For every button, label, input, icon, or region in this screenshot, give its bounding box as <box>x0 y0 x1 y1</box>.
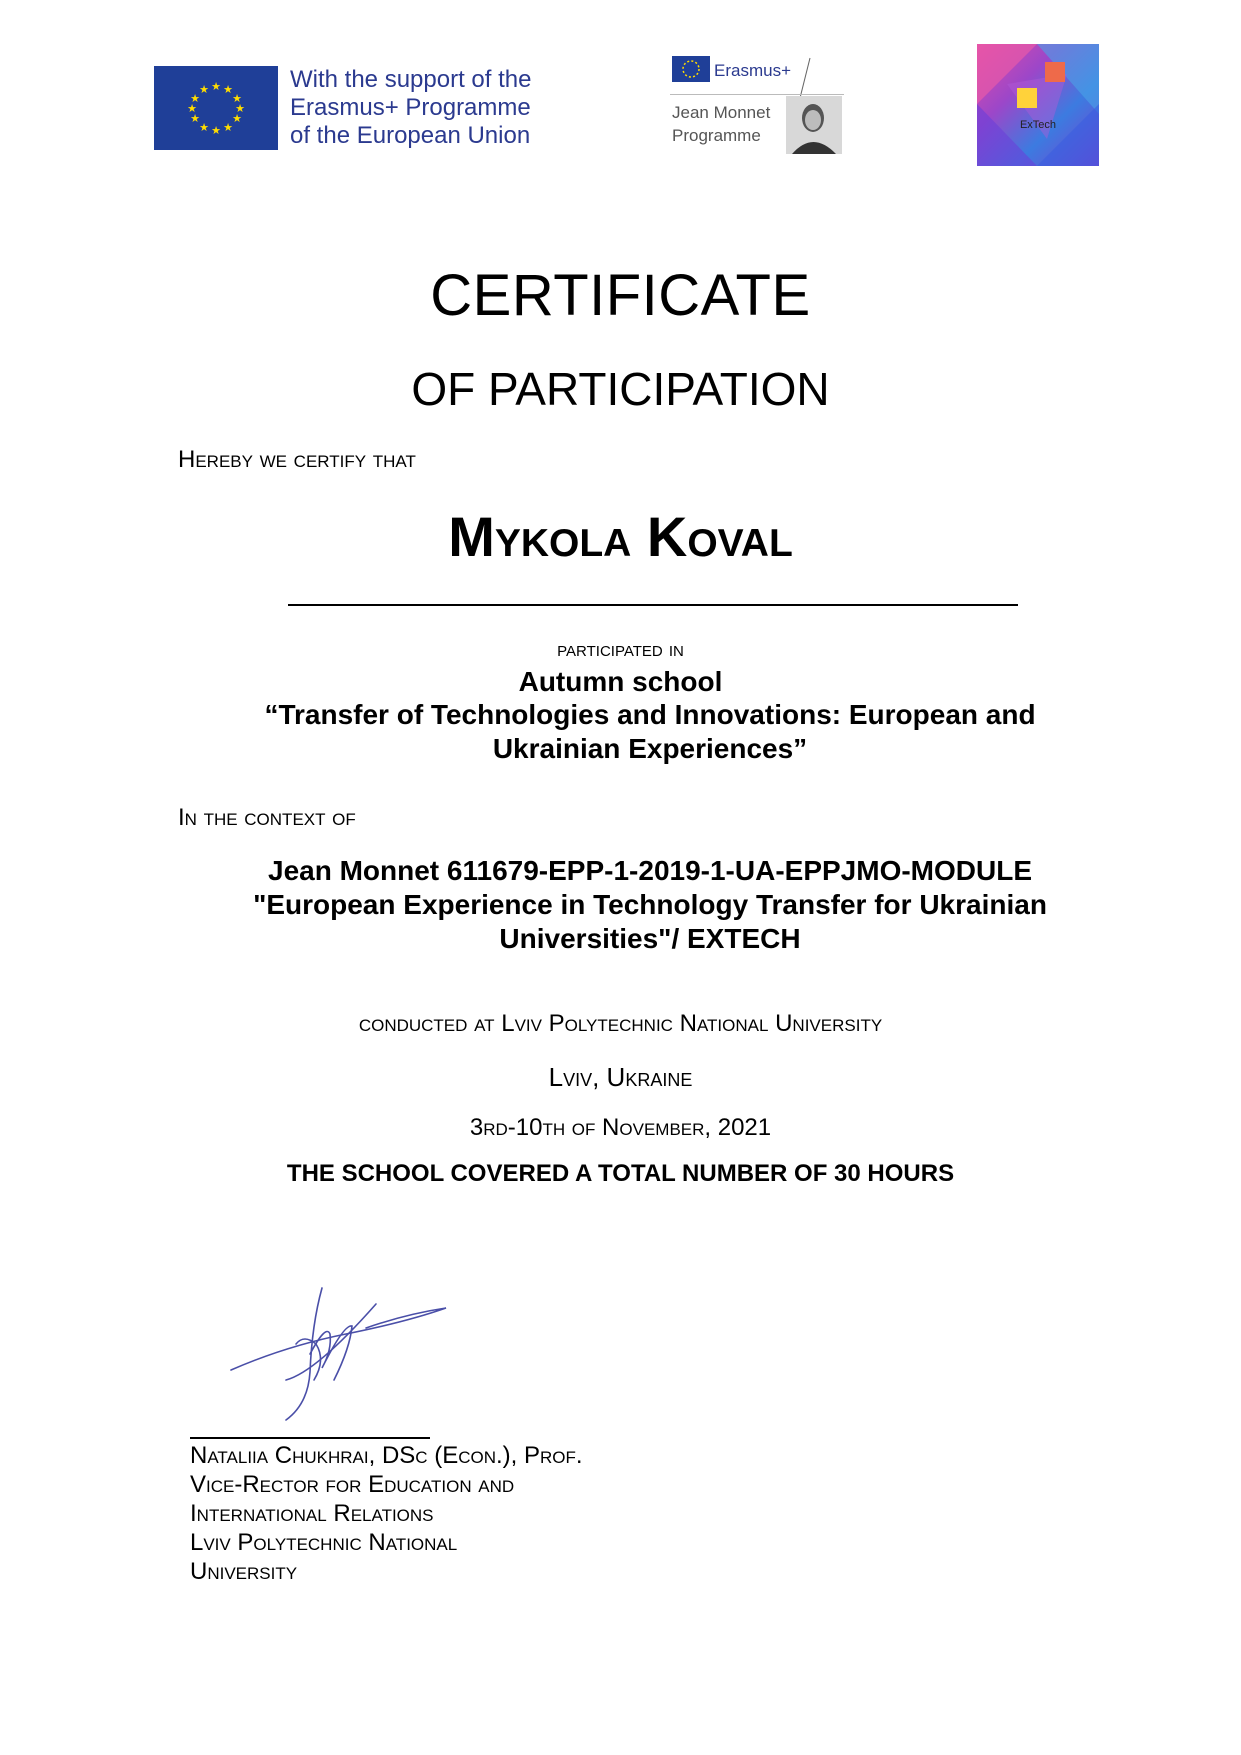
svg-text:★: ★ <box>190 112 200 125</box>
certificate-title: CERTIFICATE <box>430 263 811 328</box>
location-text: Lviv, Ukraine <box>548 1062 693 1092</box>
svg-text:★: ★ <box>223 83 233 96</box>
project-code: Jean Monnet 611679-EPP-1-2019-1-UA-EPPJMO-MODULE <box>268 855 1032 886</box>
conducted-at-text: conducted at Lviv Polytechnic National University <box>358 1010 883 1037</box>
project-title: "European Experience in Technology Transfer for Ukrainian Universities"/ EXTECH <box>253 889 1047 954</box>
jean-monnet-line: Jean Monnet <box>672 103 771 122</box>
school-type: Autumn school <box>518 666 723 697</box>
hereby-text: Hereby we certify that <box>178 446 416 473</box>
svg-text:★: ★ <box>223 121 233 134</box>
signer-block <box>190 1441 583 1586</box>
erasmus-label: Erasmus+ <box>714 61 791 80</box>
signature-image <box>226 1284 456 1424</box>
participant-name: Mykola Koval <box>448 505 793 568</box>
portrait-icon <box>786 96 842 154</box>
svg-text:★: ★ <box>235 102 245 115</box>
context-label: In the context of <box>178 804 356 831</box>
signer-position: International Relations <box>190 1500 434 1527</box>
svg-text:★: ★ <box>199 121 209 134</box>
project-description <box>220 854 1080 956</box>
certificate-subtitle: OF PARTICIPATION <box>411 363 830 415</box>
participated-in-label: participated in <box>557 636 684 661</box>
svg-text:★: ★ <box>232 92 242 105</box>
dates-text: 3rd-10th of November, 2021 <box>469 1114 772 1141</box>
total-hours-text: THE SCHOOL COVERED A TOTAL NUMBER OF 30 HOURS <box>286 1160 955 1187</box>
extech-logo <box>977 44 1099 166</box>
extech-label: ExTech <box>1019 119 1057 131</box>
signer-organization: Lviv Polytechnic National <box>190 1529 458 1556</box>
svg-text:★: ★ <box>187 102 197 115</box>
name-underline <box>288 604 1018 606</box>
svg-text:★: ★ <box>211 80 221 93</box>
eu-support-line: of the European Union <box>290 122 531 149</box>
svg-text:★: ★ <box>211 124 221 137</box>
eu-stars-icon <box>154 66 278 150</box>
yellow-square-icon <box>1017 88 1037 108</box>
svg-text:★: ★ <box>232 112 242 125</box>
eu-flag-logo <box>154 66 278 150</box>
eu-support-line: With the support of the <box>290 66 532 93</box>
svg-text:★: ★ <box>199 83 209 96</box>
signer-name: Nataliia Chukhrai, DSc (Econ.), Prof. <box>190 1442 583 1469</box>
jean-monnet-line: Programme <box>672 126 761 145</box>
eu-support-line: Erasmus+ Programme <box>290 94 531 121</box>
eu-mini-flag-icon <box>672 56 710 82</box>
eu-support-text <box>290 66 531 150</box>
signature-line <box>190 1437 430 1439</box>
jean-monnet-logo <box>670 52 844 156</box>
signer-position: Vice-Rector for Education and <box>190 1471 515 1498</box>
orange-square-icon <box>1045 62 1065 82</box>
school-title: “Transfer of Technologies and Innovations: European and Ukrainian Experiences” <box>264 699 1036 764</box>
signer-organization: University <box>190 1558 298 1585</box>
svg-text:★: ★ <box>190 92 200 105</box>
